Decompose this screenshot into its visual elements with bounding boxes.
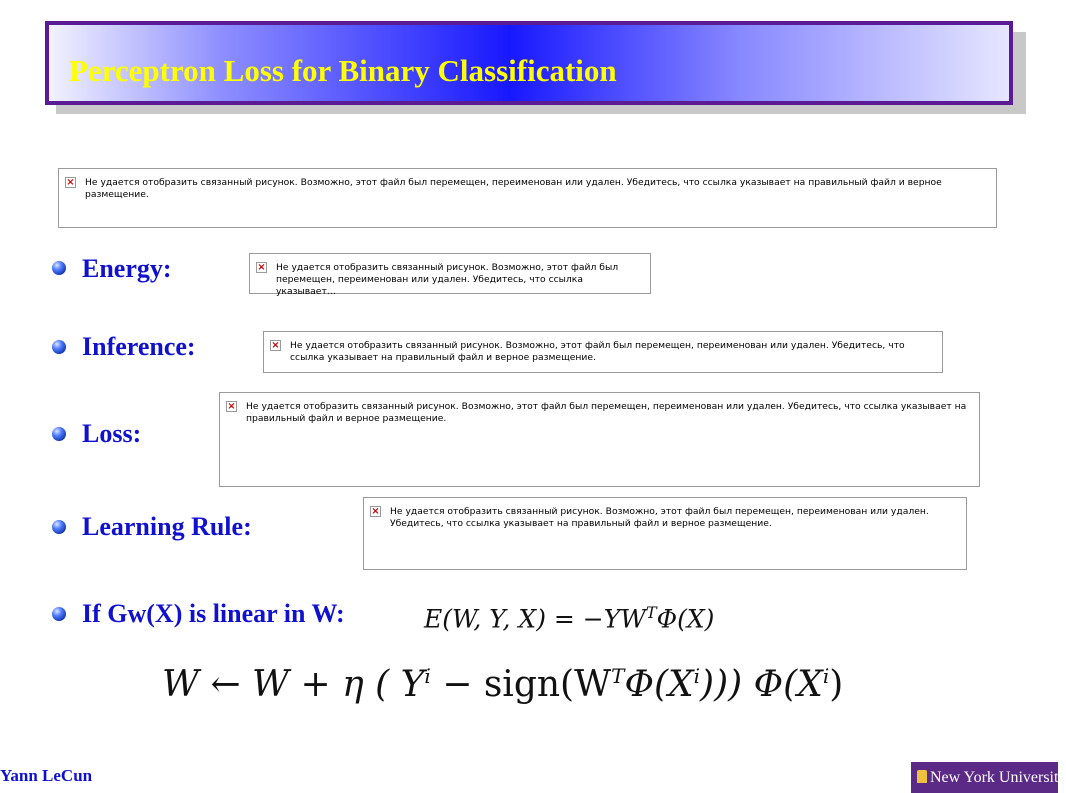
item-label-if-linear: If Gw(X) is linear in W: (82, 599, 345, 628)
nyu-name: New York University (930, 769, 1066, 786)
equation-energy-tail: Φ(X) (656, 604, 715, 634)
eq-part-e: ) (829, 664, 844, 705)
broken-image-placeholder-inference (263, 331, 943, 373)
broken-image-x-icon: × (371, 506, 380, 517)
broken-image-message: Не удается отобразить связанный рисунок. Возможно, этот файл был перемещен, переименован или удален. Убедитесь, что ссылка указывает на правильный файл и верное размещение. (390, 506, 929, 529)
broken-image-placeholder-energy (249, 253, 651, 297)
broken-image-message: Не удается отобразить связанный рисунок. Возможно, этот файл был перемещен, переименован или удален. Убедитесь, что ссылка указывает на правильный файл и верное размещение. (290, 340, 905, 363)
bullet-learning-rule (52, 520, 66, 534)
broken-image-message: Не удается отобразить связанный рисунок. Возможно, этот файл был перемещен, переименован или удален. Убедитесь, что ссылка указывает… (276, 262, 619, 297)
item-label-inference: Inference: (82, 332, 196, 361)
broken-image-x-icon: × (271, 340, 280, 351)
equation-energy-sup: T (645, 603, 657, 622)
eq-sup-i2: i (693, 664, 701, 688)
nyu-logo (911, 762, 1066, 793)
broken-image-placeholder-learning-rule (363, 497, 967, 570)
eq-sup-i3: i (822, 664, 830, 688)
equation-energy-main: E(W, Y, X) = −YW (424, 604, 646, 634)
eq-part-b: − sign(W (430, 664, 612, 705)
eq-part-d: ))) Φ(X (700, 664, 823, 705)
broken-image-placeholder-loss (219, 392, 980, 487)
torch-icon (917, 770, 927, 783)
broken-image-x-icon: × (257, 262, 266, 273)
bullet-energy (52, 261, 66, 275)
broken-image-placeholder-top (58, 168, 997, 228)
item-label-learning-rule: Learning Rule: (82, 512, 252, 541)
bullet-if-linear (52, 607, 66, 621)
broken-image-x-icon: × (66, 177, 75, 188)
equation-energy-linear (424, 603, 714, 633)
eq-part-c: Φ(X (624, 664, 694, 705)
broken-image-x-icon: × (227, 401, 236, 412)
bullet-inference (52, 340, 66, 354)
broken-image-message: Не удается отобразить связанный рисунок. Возможно, этот файл был перемещен, переименован или удален. Убедитесь, что ссылка указывает на правильный файл и верное размещение. (246, 401, 967, 424)
bullet-loss (52, 427, 66, 441)
eq-sup-i: i (424, 664, 431, 688)
eq-part-a: W ← W + η ( Y (162, 664, 425, 705)
equation-update-rule (162, 664, 843, 705)
eq-sup-T: T (611, 664, 625, 688)
title-box (45, 21, 1013, 105)
item-label-energy: Energy: (82, 254, 172, 283)
footer-author: Yann LeCun (0, 766, 93, 785)
item-label-loss: Loss: (82, 419, 142, 448)
broken-image-message: Не удается отобразить связанный рисунок. Возможно, этот файл был перемещен, переименован или удален. Убедитесь, что ссылка указывает на правильный файл и верное размещение. (85, 177, 942, 200)
slide-title: Perceptron Loss for Binary Classification (69, 53, 617, 88)
